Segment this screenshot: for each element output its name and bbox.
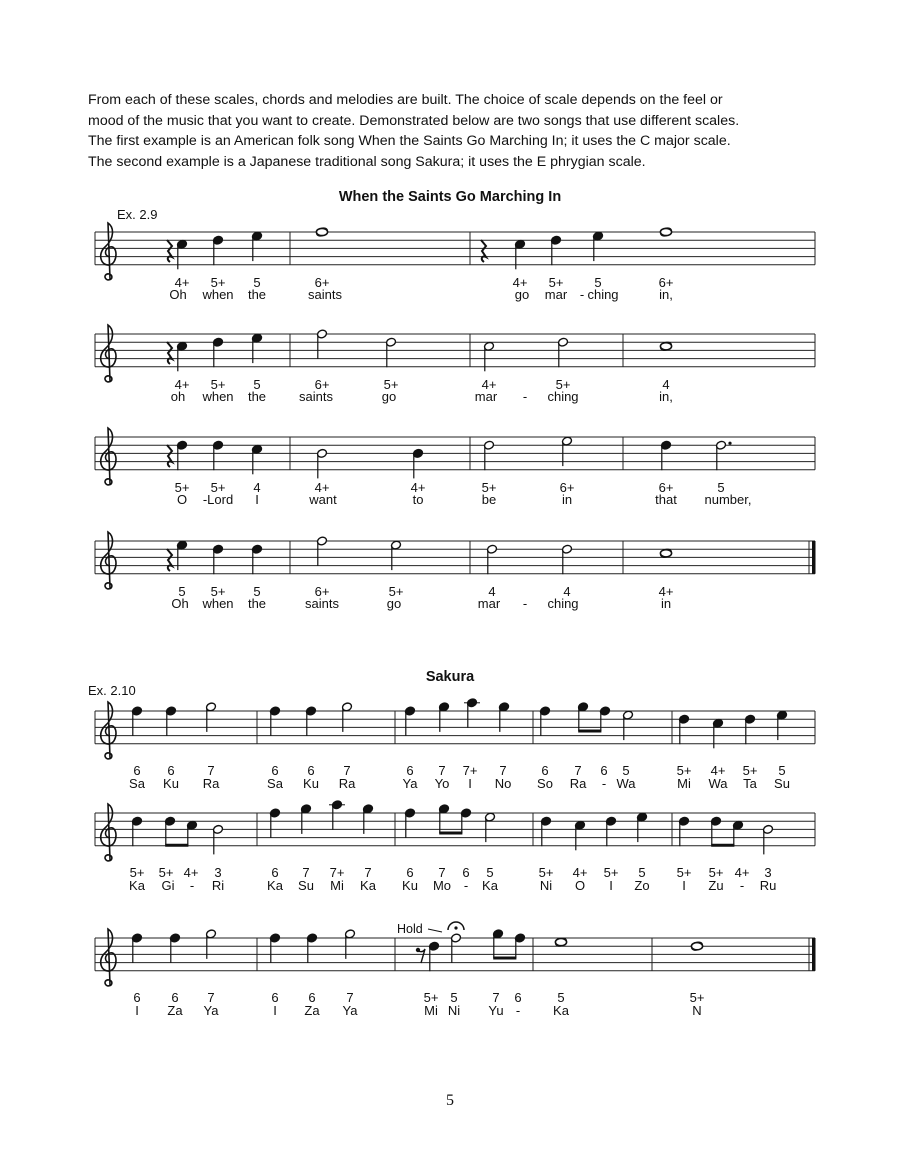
lyric-syllable: I [468, 776, 472, 791]
harmonica-hole-number: 5 [253, 275, 261, 290]
harmonica-hole-number: 7+ [462, 763, 478, 778]
harmonica-hole-number: 5+ [676, 865, 692, 880]
whole-note-head [691, 943, 702, 950]
example-label-2-10: Ex. 2.10 [88, 683, 136, 698]
harmonica-hole-number: 4+ [410, 480, 426, 495]
harmonica-hole-number: 7 [302, 865, 310, 880]
lyric-syllable: number, [704, 492, 752, 507]
harmonica-hole-number: 5+ [423, 990, 439, 1005]
intro-line: From each of these scales, chords and melodies are built. The choice of scale depends on the feel or [88, 92, 723, 108]
harmonica-hole-number: 5 [638, 865, 646, 880]
harmonica-hole-number: 7+ [329, 865, 345, 880]
harmonica-hole-number: 7 [574, 763, 582, 778]
lyric-syllable: I [609, 878, 613, 893]
lyric-syllable: the [247, 287, 267, 302]
lyric-syllable: when [202, 596, 234, 611]
lyric-syllable: Ku [303, 776, 319, 791]
harmonica-hole-number: 4+ [183, 865, 199, 880]
harmonica-hole-number: 5 [450, 990, 458, 1005]
harmonica-hole-number: 6 [406, 865, 414, 880]
whole-note-head [316, 228, 327, 235]
lyric-syllable: O [176, 492, 188, 507]
harmonica-hole-number: 6 [133, 763, 141, 778]
lyric-syllable: Wa [708, 776, 728, 791]
harmonica-hole-number: 6+ [658, 275, 674, 290]
lyric-syllable: Ra [338, 776, 356, 791]
harmonica-hole-number: 4+ [512, 275, 528, 290]
intro-line: The first example is an American folk song When the Saints Go Marching In; it uses the C major scale. [88, 133, 731, 149]
lyric-syllable: Ku [402, 878, 418, 893]
lyric-syllable: So [537, 776, 553, 791]
harmonica-hole-number: 5+ [174, 480, 190, 495]
harmonica-hole-number: 4+ [658, 584, 674, 599]
harmonica-hole-number: 5+ [676, 763, 692, 778]
lyric-syllable: go [514, 287, 530, 302]
lyric-syllable: Gi [161, 878, 175, 893]
lyric-syllable: when [202, 389, 234, 404]
lyric-syllable: ching [547, 389, 579, 404]
lyric-syllable: go [386, 596, 402, 611]
harmonica-hole-number: 4+ [572, 865, 588, 880]
harmonica-hole-number: 4+ [710, 763, 726, 778]
lyric-syllable: - [463, 878, 469, 893]
lyric-syllable: Ka [482, 878, 498, 893]
lyric-syllable: Ra [202, 776, 220, 791]
whole-note-head [660, 550, 671, 557]
dot [728, 442, 731, 445]
harmonica-hole-number: 6+ [314, 275, 330, 290]
lyric-syllable: in [660, 596, 672, 611]
fermata-dot [454, 926, 457, 929]
harmonica-hole-number: 4+ [174, 377, 190, 392]
lyric-syllable: saints [299, 389, 333, 404]
quarter-rest-icon [167, 240, 172, 262]
harmonica-hole-number: 6+ [314, 584, 330, 599]
quarter-rest-icon [167, 342, 172, 364]
lyric-syllable: the [247, 389, 267, 404]
harmonica-hole-number: 5+ [210, 377, 226, 392]
harmonica-hole-number: 5 [557, 990, 565, 1005]
harmonica-hole-number: 7 [207, 763, 215, 778]
lyric-syllable: - [601, 776, 607, 791]
intro-line: mood of the music that you want to create. Demonstrated below are two songs that use different scales. [88, 112, 740, 129]
lyric-syllable: - [522, 596, 528, 611]
song-title-sakura: Sakura [425, 669, 475, 685]
lyric-syllable: Wa [616, 776, 636, 791]
quarter-rest-icon [167, 445, 172, 467]
hold-arrow [428, 929, 442, 932]
harmonica-hole-number: 6+ [658, 480, 674, 495]
harmonica-hole-number: 7 [346, 990, 354, 1005]
lyric-syllable: Oh [171, 596, 189, 611]
harmonica-hole-number: 5+ [158, 865, 174, 880]
harmonica-hole-number: 6 [271, 763, 279, 778]
lyric-syllable: - [522, 389, 528, 404]
lyric-syllable: oh [170, 389, 186, 404]
harmonica-hole-number: 6 [167, 763, 175, 778]
lyric-syllable: Oh [169, 287, 187, 302]
lyric-syllable: the [247, 596, 267, 611]
harmonica-hole-number: 5+ [538, 865, 554, 880]
harmonica-hole-number: 5+ [742, 763, 758, 778]
harmonica-hole-number: 7 [492, 990, 500, 1005]
harmonica-hole-number: 4+ [174, 275, 190, 290]
harmonica-hole-number: 5+ [603, 865, 619, 880]
harmonica-hole-number: 4 [253, 480, 261, 495]
final-barline-thick [812, 938, 816, 971]
lyric-syllable: Ka [267, 878, 283, 893]
song-title-saints: When the Saints Go Marching In [338, 189, 562, 205]
lyric-syllable: Su [298, 878, 314, 893]
harmonica-hole-number: 6 [271, 865, 279, 880]
harmonica-hole-number: 5 [178, 584, 186, 599]
lyric-syllable: Ru [759, 878, 777, 893]
lyric-syllable: Ka [360, 878, 376, 893]
lyric-syllable: Sa [129, 776, 145, 791]
harmonica-hole-number: 3 [214, 865, 222, 880]
lyric-syllable: in, [659, 287, 673, 302]
harmonica-hole-number: 4+ [734, 865, 750, 880]
harmonica-hole-number: 7 [343, 763, 351, 778]
harmonica-hole-number: 7 [499, 763, 507, 778]
lyric-syllable: Ya [342, 1003, 358, 1018]
lyric-syllable: I [135, 1003, 139, 1018]
lyric-syllable: Zu [708, 878, 724, 893]
harmonica-hole-number: 4+ [314, 480, 330, 495]
harmonica-hole-number: 5 [622, 763, 630, 778]
lyric-syllable: Ni [539, 878, 553, 893]
harmonica-hole-number: 7 [207, 990, 215, 1005]
lyric-syllable: I [255, 492, 259, 507]
harmonica-hole-number: 6 [171, 990, 179, 1005]
whole-note-head [555, 939, 566, 946]
lyric-syllable: ching [587, 287, 619, 302]
harmonica-hole-number: 5+ [708, 865, 724, 880]
lyric-syllable: Yo [434, 776, 450, 791]
quarter-rest-icon [481, 240, 486, 262]
lyric-syllable: Mo [432, 878, 452, 893]
lyric-syllable: Ta [743, 776, 757, 791]
harmonica-hole-number: 6 [307, 763, 315, 778]
whole-note-head [660, 228, 671, 235]
lyric-syllable: in [561, 492, 573, 507]
harmonica-hole-number: 5 [253, 377, 261, 392]
lyric-syllable: -Lord [202, 492, 234, 507]
lyric-syllable: want [309, 492, 337, 507]
harmonica-hole-number: 4 [563, 584, 571, 599]
harmonica-hole-number: 5+ [481, 480, 497, 495]
lyric-syllable: Ni [447, 1003, 461, 1018]
harmonica-hole-number: 5+ [129, 865, 145, 880]
harmonica-hole-number: 6 [271, 990, 279, 1005]
lyric-syllable: Sa [267, 776, 283, 791]
harmonica-hole-number: 6 [133, 990, 141, 1005]
lyric-syllable: Ka [129, 878, 145, 893]
harmonica-hole-number: 6 [308, 990, 316, 1005]
harmonica-hole-number: 5 [253, 584, 261, 599]
lyric-syllable: in, [659, 389, 673, 404]
lyric-syllable: to [412, 492, 424, 507]
harmonica-hole-number: 4+ [481, 377, 497, 392]
lyric-syllable: mar [544, 287, 568, 302]
harmonica-hole-number: 6+ [314, 377, 330, 392]
lyric-syllable: - [189, 878, 195, 893]
lyric-syllable: mar [477, 596, 501, 611]
lyric-syllable: I [682, 878, 686, 893]
harmonica-hole-number: 5 [717, 480, 725, 495]
harmonica-hole-number: 6 [462, 865, 470, 880]
harmonica-hole-number: 7 [364, 865, 372, 880]
harmonica-hole-number: 6 [541, 763, 549, 778]
hold-annotation: Hold [397, 922, 423, 936]
harmonica-hole-number: 5+ [210, 275, 226, 290]
lyric-syllable: O [574, 878, 586, 893]
whole-note-head [660, 343, 671, 350]
lyric-syllable: - [515, 1003, 521, 1018]
lyric-syllable: saints [305, 596, 339, 611]
harmonica-hole-number: 5 [594, 275, 602, 290]
lyric-syllable: N [692, 1003, 702, 1018]
lyric-syllable: Zo [634, 878, 650, 893]
lyric-syllable: when [202, 287, 234, 302]
eighth-rest-icon [418, 949, 425, 963]
lyric-syllable: Ri [211, 878, 225, 893]
harmonica-hole-number: 6 [600, 763, 608, 778]
lyric-syllable: Ya [402, 776, 418, 791]
harmonica-hole-number: 5+ [548, 275, 564, 290]
harmonica-hole-number: 5 [778, 763, 786, 778]
harmonica-hole-number: 5+ [210, 584, 226, 599]
lyric-syllable: Mi [677, 776, 691, 791]
lyric-syllable: Yu [488, 1003, 504, 1018]
lyric-syllable: mar [474, 389, 498, 404]
lyric-syllable: Ra [569, 776, 587, 791]
lyric-syllable: Za [304, 1003, 320, 1018]
page-number: 5 [446, 1092, 454, 1109]
lyric-syllable: I [273, 1003, 277, 1018]
harmonica-hole-number: 4 [662, 377, 670, 392]
harmonica-hole-number: 5 [486, 865, 494, 880]
lyric-syllable: Ya [203, 1003, 219, 1018]
lyric-syllable: - [579, 287, 585, 302]
example-label-2-9: Ex. 2.9 [117, 207, 158, 222]
lyric-syllable: Mi [330, 878, 344, 893]
lyric-syllable: No [494, 776, 512, 791]
lyric-syllable: go [381, 389, 397, 404]
quarter-rest-icon [167, 549, 172, 571]
lyric-syllable: - [739, 878, 745, 893]
harmonica-hole-number: 5+ [388, 584, 404, 599]
harmonica-hole-number: 3 [764, 865, 772, 880]
lyric-syllable: Ka [553, 1003, 569, 1018]
final-barline-thick [812, 541, 816, 574]
harmonica-hole-number: 6 [514, 990, 522, 1005]
lyric-syllable: Za [167, 1003, 183, 1018]
intro-line: The second example is a Japanese traditional song Sakura; it uses the E phrygian scale. [88, 153, 646, 170]
lyric-syllable: saints [308, 287, 342, 302]
harmonica-hole-number: 4 [488, 584, 496, 599]
harmonica-hole-number: 6 [406, 763, 414, 778]
harmonica-hole-number: 5+ [210, 480, 226, 495]
lyric-syllable: Su [774, 776, 790, 791]
lyric-syllable: that [655, 492, 677, 507]
harmonica-hole-number: 7 [438, 763, 446, 778]
lyric-syllable: Ku [163, 776, 179, 791]
harmonica-hole-number: 5+ [555, 377, 571, 392]
lyric-syllable: ching [547, 596, 579, 611]
lyric-syllable: be [481, 492, 497, 507]
lyric-syllable: Mi [424, 1003, 438, 1018]
harmonica-hole-number: 7 [438, 865, 446, 880]
harmonica-hole-number: 6+ [559, 480, 575, 495]
harmonica-hole-number: 5+ [689, 990, 705, 1005]
harmonica-hole-number: 5+ [383, 377, 399, 392]
